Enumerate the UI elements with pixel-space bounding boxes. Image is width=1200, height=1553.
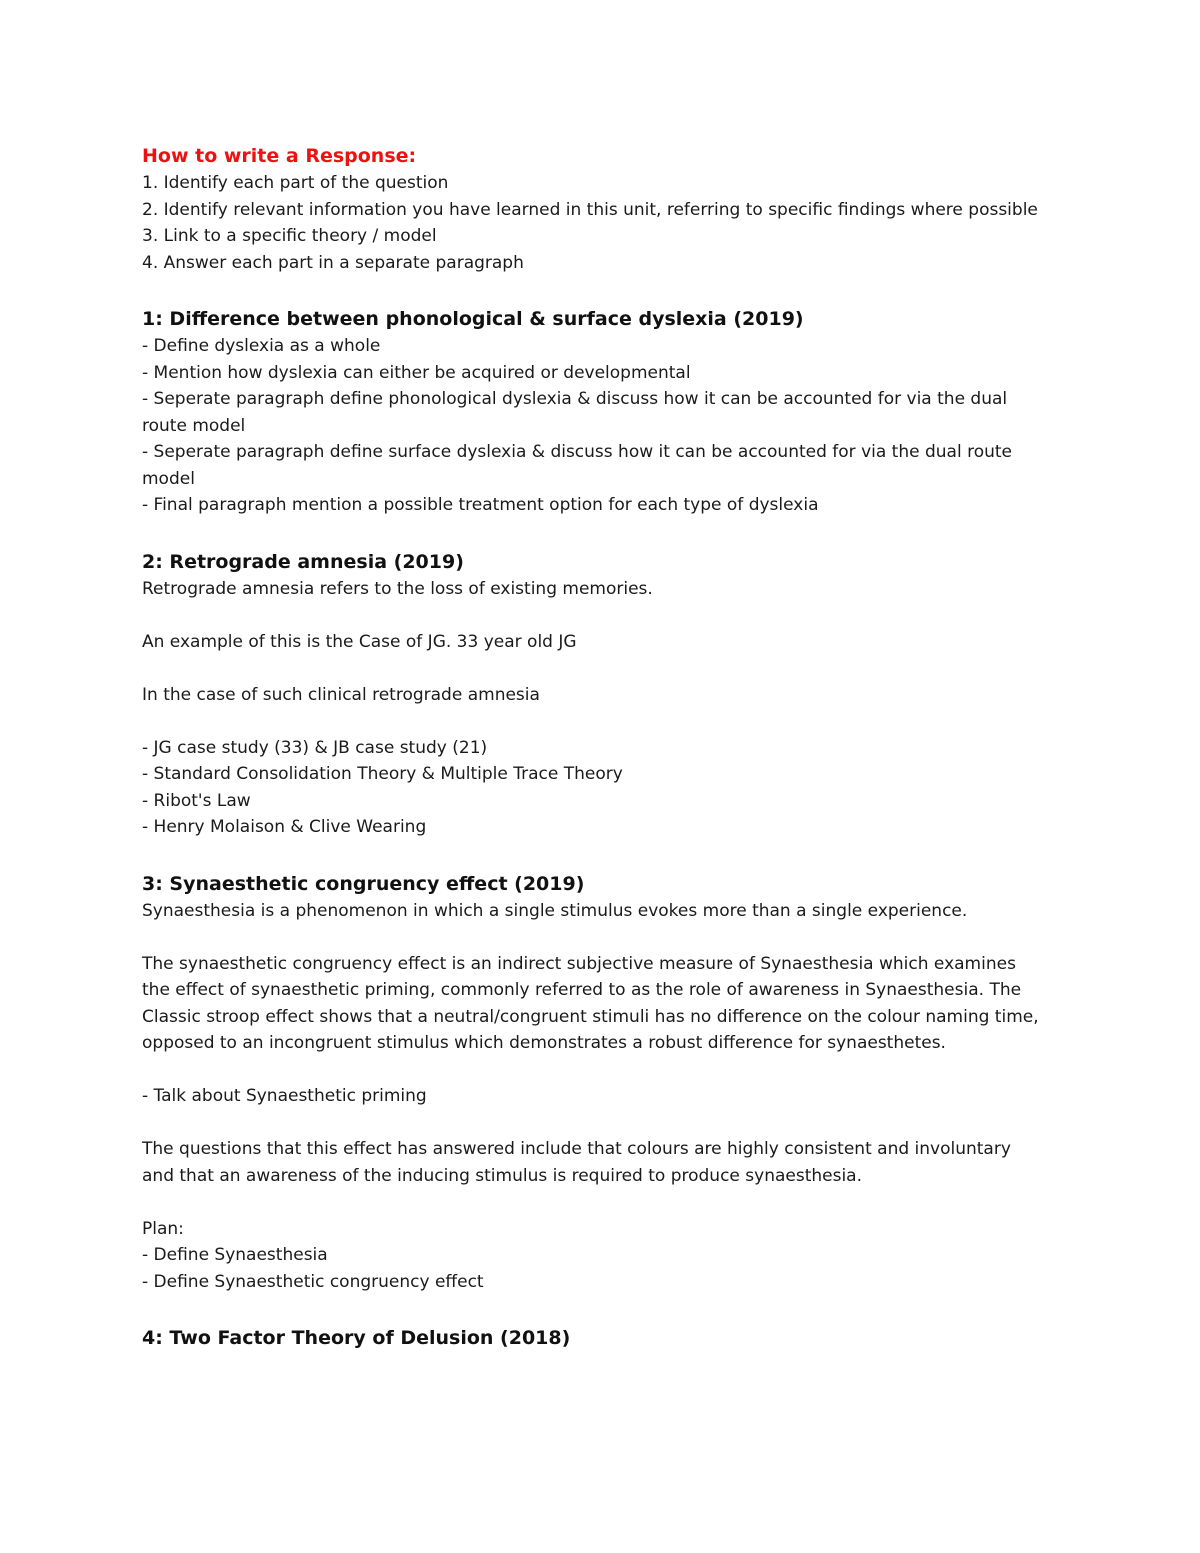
intro-title: How to write a Response:: [142, 145, 417, 167]
bullet-item: - Ribot's Law: [142, 790, 251, 811]
paragraph: Retrograde amnesia refers to the loss of existing memories.: [142, 578, 653, 599]
section-heading: 4: Two Factor Theory of Delusion (2018): [142, 1327, 571, 1349]
intro-step: 3. Link to a specific theory / model: [142, 226, 437, 246]
bullet-item: - Define Synaesthesia: [142, 1245, 328, 1265]
bullet-item: - Standard Consolidation Theory & Multiple Trace Theory: [142, 764, 623, 784]
section-heading: 1: Difference between phonological & surface dyslexia (2019): [142, 308, 804, 330]
intro-step: 2. Identify relevant information you have learned in this unit, referring to specific findings where possible: [142, 199, 1038, 220]
bullet-item: - Define dyslexia as a whole: [142, 336, 381, 356]
bullet-item: - Mention how dyslexia can either be acquired or developmental: [142, 362, 691, 383]
bullet-item: - Henry Molaison & Clive Wearing: [142, 817, 427, 837]
intro-step: 1. Identify each part of the question: [142, 173, 449, 193]
section-heading: 2: Retrograde amnesia (2019): [142, 550, 464, 573]
intro-step: 4. Answer each part in a separate paragraph: [142, 252, 524, 273]
paragraph: The questions that this effect has answered include that colours are highly consistent and involuntary and that an awareness of the inducing stimulus is required to produce synaesthesia.: [142, 1139, 1011, 1186]
section-heading: 3: Synaesthetic congruency effect (2019): [142, 872, 585, 895]
paragraph: The synaesthetic congruency effect is an indirect subjective measure of Synaesthesia which examines the effect of synaesthetic priming, commonly referred to as the role of awareness in Synaesthesia. The Classic stroop effect shows that a neutral/congruent stimuli has no difference on the colour naming time, opposed to an incongruent stimulus which demonstrates a robust difference for synaesthetes.: [142, 953, 1039, 1053]
paragraph: In the case of such clinical retrograde amnesia: [142, 684, 540, 705]
paragraph: Synaesthesia is a phenomenon in which a single stimulus evokes more than a single experience.: [142, 900, 968, 921]
bullet-item: - JG case study (33) & JB case study (21): [142, 737, 488, 758]
plan-label: Plan:: [142, 1218, 184, 1239]
bullet-item: - Seperate paragraph define surface dyslexia & discuss how it can be accounted for via the dual route model: [142, 442, 1013, 489]
document-page: [142, 142, 1072, 1352]
bullet-item: - Final paragraph mention a possible treatment option for each type of dyslexia: [142, 495, 819, 515]
bullet-item: - Define Synaesthetic congruency effect: [142, 1271, 484, 1292]
bullet-item: - Seperate paragraph define phonological dyslexia & discuss how it can be accounted for via the dual route model: [142, 389, 1008, 436]
paragraph: - Talk about Synaesthetic priming: [142, 1086, 427, 1106]
paragraph: An example of this is the Case of JG. 33 year old JG: [142, 631, 577, 652]
